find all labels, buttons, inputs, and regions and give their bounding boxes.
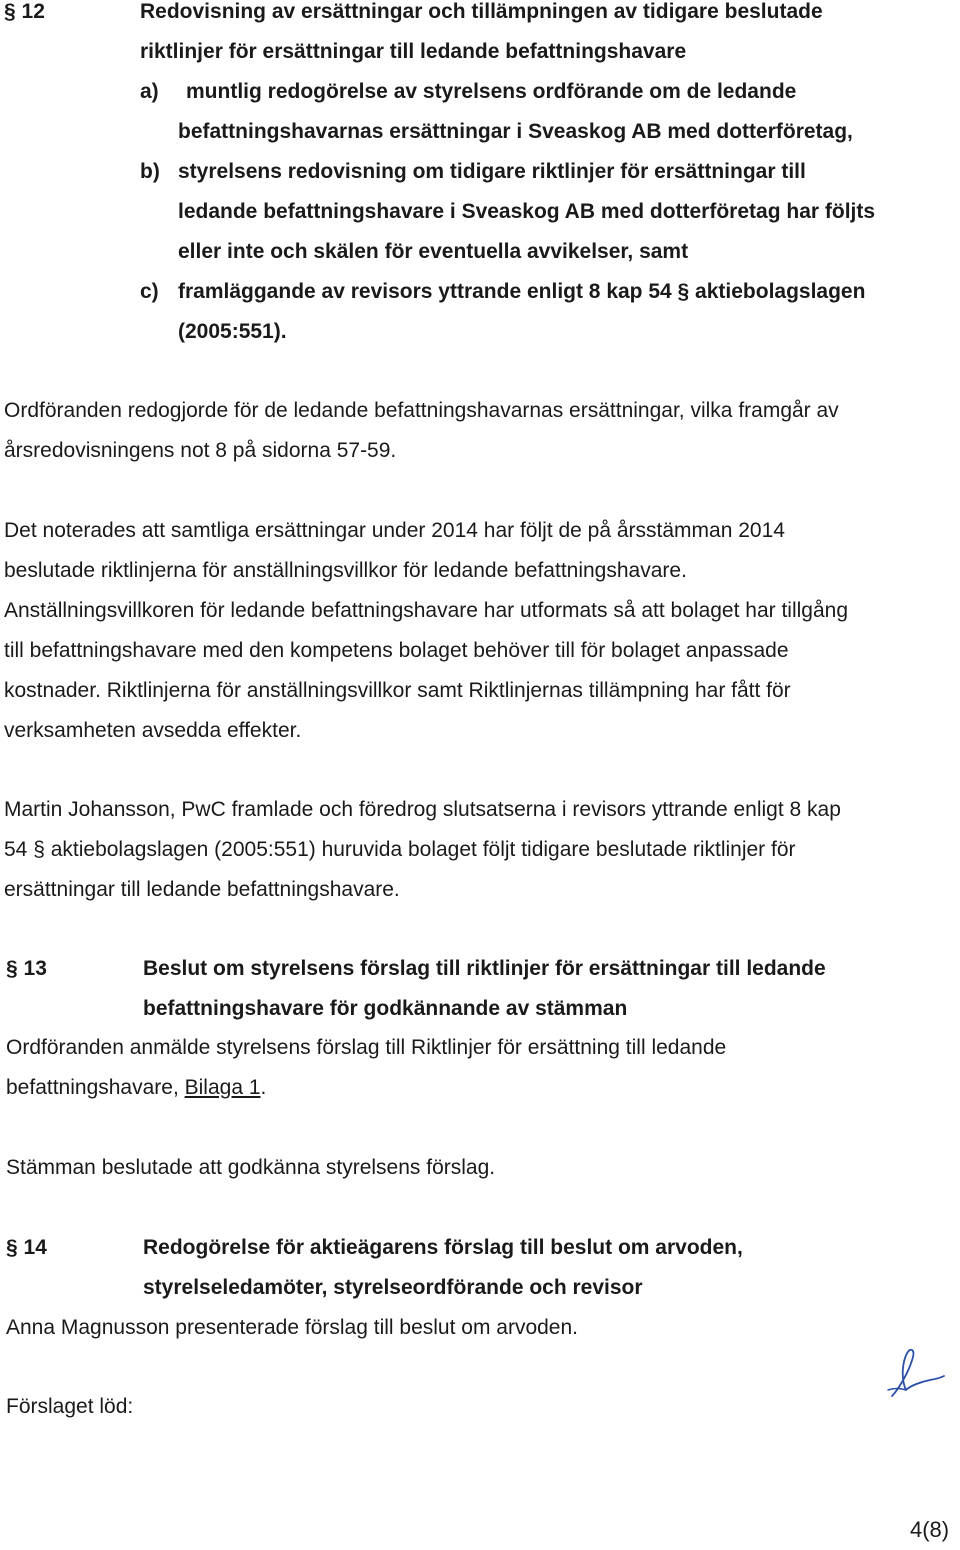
item-b-line-2: ledande befattningshavare i Sveaskog AB med dotterföretag har följts <box>178 200 876 223</box>
section-13-title-line-2: befattningshavare för godkännande av stämman <box>143 997 628 1020</box>
section-14-number: § 14 <box>6 1236 47 1259</box>
paragraph-line: Ordföranden redogjorde för de ledande befattningshavarnas ersättningar, vilka framgår av <box>4 399 839 422</box>
section-14-proposal-label: Förslaget löd: <box>6 1395 134 1418</box>
section-13-paragraph-suffix: . <box>260 1076 267 1099</box>
item-c-label: c) <box>140 280 159 303</box>
section-12-title-line-2: riktlinjer för ersättningar till ledande befattningshavare <box>140 40 687 63</box>
paragraph-line: till befattningshavare med den kompetens bolaget behöver till för bolaget anpassade <box>4 639 789 662</box>
paragraph-line: beslutade riktlinjerna för anställningsvillkor för ledande befattningshavare. <box>4 559 687 582</box>
item-c-line-2: (2005:551). <box>178 320 287 343</box>
section-13-title-line-1: Beslut om styrelsens förslag till riktlinjer för ersättningar till ledande <box>143 957 826 980</box>
item-b-line-3: eller inte och skälen för eventuella avvikelser, samt <box>178 240 689 263</box>
section-14-paragraph: Anna Magnusson presenterade förslag till beslut om arvoden. <box>6 1316 579 1339</box>
section-13-paragraph-line-2 <box>6 1068 266 1108</box>
paragraph-line: Anställningsvillkoren för ledande befattningshavare har utformats så att bolaget har tillgång <box>4 599 849 622</box>
item-a-label: a) <box>140 80 159 103</box>
item-b-line-1: styrelsens redovisning om tidigare riktlinjer för ersättningar till <box>178 160 806 183</box>
section-13-paragraph-line-1: Ordföranden anmälde styrelsens förslag till Riktlinjer för ersättning till ledande <box>6 1036 727 1059</box>
item-c-line-1: framläggande av revisors yttrande enligt 8 kap 54 § aktiebolagslagen <box>178 280 866 303</box>
bilaga-1-link[interactable]: Bilaga 1 <box>184 1076 261 1099</box>
signature-initials <box>884 1346 948 1402</box>
paragraph-line: Martin Johansson, PwC framlade och föredrog slutsatserna i revisors yttrande enligt 8 kap <box>4 798 841 821</box>
page-number: 4(8) <box>910 1517 950 1542</box>
section-14-title-line-2: styrelseledamöter, styrelseordförande och revisor <box>143 1276 643 1299</box>
item-a-line-2: befattningshavarnas ersättningar i Sveaskog AB med dotterföretag, <box>178 120 853 143</box>
item-a-line-1: muntlig redogörelse av styrelsens ordförande om de ledande <box>186 80 797 103</box>
section-13-number: § 13 <box>6 957 47 980</box>
item-b-label: b) <box>140 160 160 183</box>
paragraph-line: kostnader. Riktlinjerna för anställningsvillkor samt Riktlinjernas tillämpning har fått för <box>4 679 791 702</box>
paragraph-line: Det noterades att samtliga ersättningar under 2014 har följt de på årsstämman 2014 <box>4 519 785 542</box>
section-13-decision: Stämman beslutade att godkänna styrelsens förslag. <box>6 1156 496 1179</box>
paragraph-line: ersättningar till ledande befattningshavare. <box>4 878 400 901</box>
paragraph-line: årsredovisningens not 8 på sidorna 57-59. <box>4 439 397 462</box>
paragraph-line: 54 § aktiebolagslagen (2005:551) huruvida bolaget följt tidigare beslutade riktlinjer för <box>4 838 796 861</box>
paragraph-line: verksamheten avsedda effekter. <box>4 719 302 742</box>
section-12-title-line-1: Redovisning av ersättningar och tillämpningen av tidigare beslutade <box>140 0 823 23</box>
section-13-paragraph-prefix: befattningshavare, <box>6 1076 185 1099</box>
section-14-title-line-1: Redogörelse för aktieägarens förslag till beslut om arvoden, <box>143 1236 743 1259</box>
section-12-number: § 12 <box>4 0 45 23</box>
